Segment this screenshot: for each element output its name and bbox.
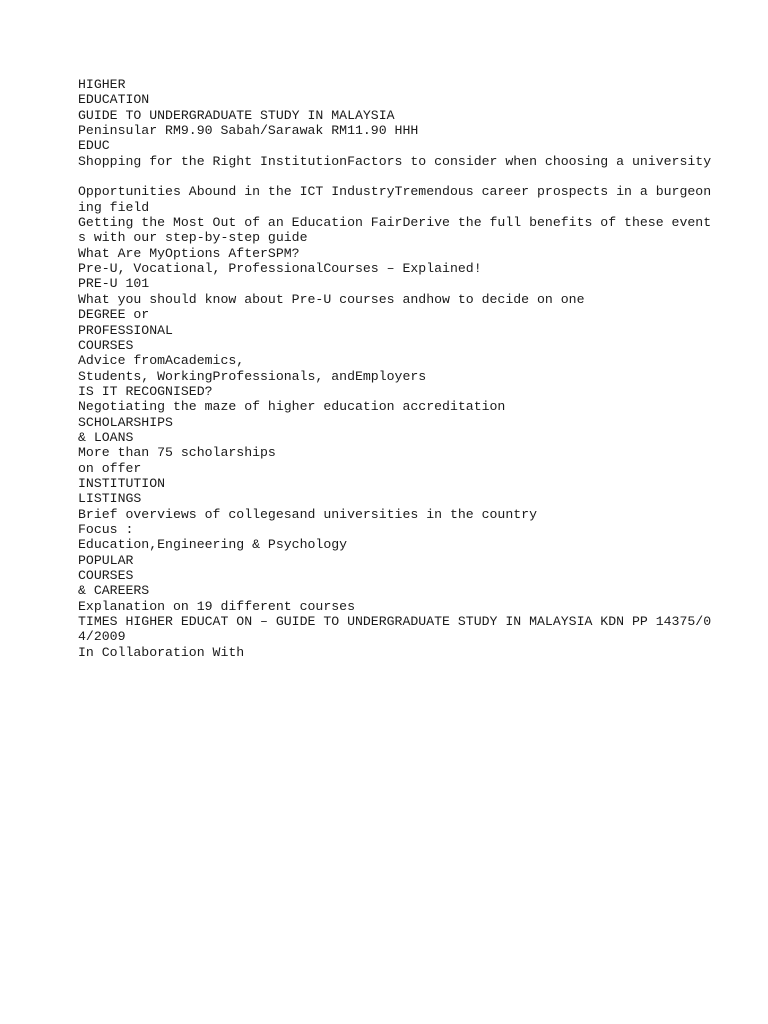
text-line: POPULAR	[78, 552, 134, 568]
document-text	[78, 77, 712, 660]
text-line: & LOANS	[78, 429, 134, 445]
text-line: IS IT RECOGNISED?	[78, 383, 213, 399]
text-line: GUIDE TO UNDERGRADUATE STUDY IN MALAYSIA	[78, 107, 395, 123]
text-line: In Collaboration With	[78, 644, 245, 660]
blank-line	[78, 169, 698, 184]
text-line: PROFESSIONAL	[78, 322, 173, 338]
text-line: & CAREERS	[78, 583, 150, 599]
text-line: EDUCATION	[78, 92, 150, 108]
text-line: Peninsular RM9.90 Sabah/Sarawak RM11.90 HHH	[78, 123, 419, 139]
text-line: INSTITUTION	[78, 475, 166, 491]
text-line: HIGHER	[78, 77, 126, 92]
text-line: More than 75 scholarships	[78, 445, 276, 461]
text-line: Advice fromAcademics,	[78, 353, 245, 369]
text-line: Pre-U, Vocational, ProfessionalCourses – Explained!	[78, 261, 482, 277]
text-line: EDUC	[78, 138, 110, 154]
text-line: What Are MyOptions AfterSPM?	[78, 245, 300, 261]
text-line: 4/2009	[78, 629, 126, 645]
text-line: TIMES HIGHER EDUCAT ON – GUIDE TO UNDERGRADUATE STUDY IN MALAYSIA KDN PP 14375/0	[78, 614, 712, 630]
text-line: Getting the Most Out of an Education FairDerive the full benefits of these event	[78, 215, 712, 231]
text-line: Explanation on 19 different courses	[78, 598, 355, 614]
text-line: What you should know about Pre-U courses andhow to decide on one	[78, 291, 585, 307]
text-line: DEGREE or	[78, 307, 150, 323]
text-line: Focus :	[78, 521, 134, 537]
text-line: Education,Engineering & Psychology	[78, 537, 348, 553]
text-line: SCHOLARSHIPS	[78, 414, 173, 430]
text-line: COURSES	[78, 568, 134, 583]
text-line: ing field	[78, 199, 150, 215]
text-line: LISTINGS	[78, 491, 142, 507]
text-line: Negotiating the maze of higher education accreditation	[78, 399, 506, 415]
text-line: Brief overviews of collegesand universities in the country	[78, 506, 537, 522]
text-line: on offer	[78, 460, 142, 476]
text-line: Shopping for the Right InstitutionFactors to consider when choosing a university	[78, 153, 712, 169]
text-line: Opportunities Abound in the ICT IndustryTremendous career prospects in a burgeon	[78, 184, 712, 200]
text-line: Students, WorkingProfessionals, andEmployers	[78, 368, 427, 384]
text-line: PRE-U 101	[78, 276, 150, 292]
text-line: COURSES	[78, 337, 134, 353]
text-line: s with our step-by-step guide	[78, 230, 308, 246]
